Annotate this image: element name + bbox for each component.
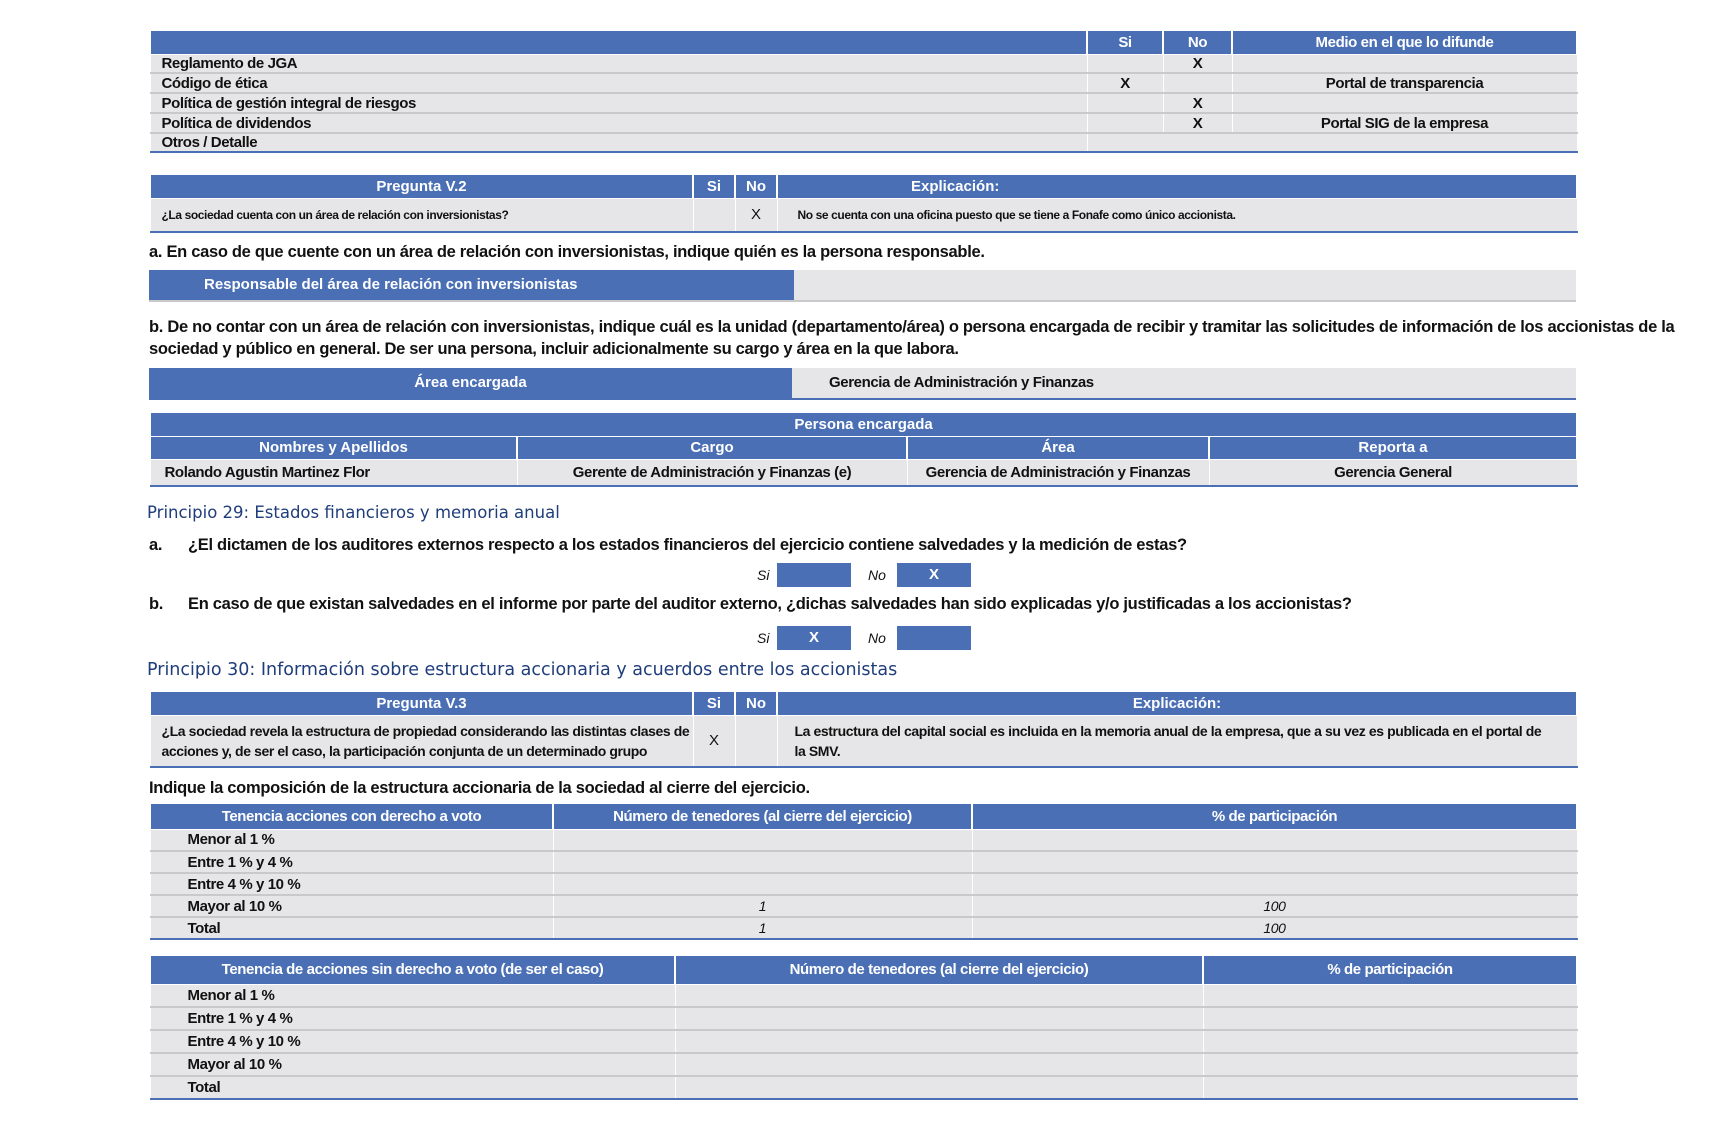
num-cell: 1 xyxy=(553,917,972,939)
table-row xyxy=(150,113,1577,133)
p29-qb-no-label: No xyxy=(868,630,886,646)
persona-cargo: Gerente de Administración y Finanzas (e) xyxy=(517,459,907,486)
p29-qb-letter: b. xyxy=(149,595,164,613)
v3-header-si: Si xyxy=(693,692,735,715)
no-cell: X xyxy=(1163,113,1232,133)
v2-explanation: No se cuenta con una oficina puesto que se tiene a Fonafe como único accionista. xyxy=(777,198,1577,232)
persona-reporta: Gerencia General xyxy=(1209,459,1577,486)
medio-cell xyxy=(1232,54,1577,73)
medio-cell: Portal SIG de la empresa xyxy=(1232,113,1577,133)
row-label: Otros / Detalle xyxy=(150,133,1087,152)
pct-cell xyxy=(1203,984,1577,1007)
v3-explanation xyxy=(777,715,1577,767)
si-cell xyxy=(1087,93,1163,113)
num-cell xyxy=(675,1053,1203,1076)
sin-voto-header-pct: % de participación xyxy=(1203,956,1577,984)
table-row xyxy=(150,895,1577,917)
num-cell xyxy=(675,984,1203,1007)
composicion-text: Indique la composición de la estructura accionaria de la sociedad al cierre del ejercicio. xyxy=(149,779,810,797)
v3-si-cell: X xyxy=(693,715,735,767)
v3-explanation-line2: la SMV. xyxy=(794,742,841,759)
v3-no-cell xyxy=(735,715,777,767)
difusion-header-no: No xyxy=(1163,31,1232,54)
v2-no-cell: X xyxy=(735,198,777,232)
sin-voto-header-tenencia: Tenencia de acciones sin derecho a voto (de ser el caso) xyxy=(150,956,675,984)
row-label: Menor al 1 % xyxy=(150,829,553,851)
pct-cell xyxy=(972,829,1577,851)
pct-cell: 100 xyxy=(972,895,1577,917)
v3-question xyxy=(150,715,693,767)
row-label: Reglamento de JGA xyxy=(150,54,1087,73)
p29-qa-si-label: Si xyxy=(757,567,770,583)
num-cell xyxy=(553,829,972,851)
persona-nombre: Rolando Agustin Martinez Flor xyxy=(150,459,517,486)
difusion-header-si: Si xyxy=(1087,31,1163,54)
v2-header-si: Si xyxy=(693,175,735,198)
difusion-table xyxy=(149,31,1578,153)
responsable-row xyxy=(149,270,1576,302)
v3-question-line2: acciones y, de ser el caso, la participación conjunta de un determinado grupo xyxy=(161,742,648,759)
table-row xyxy=(150,459,1577,486)
pct-cell: 100 xyxy=(972,917,1577,939)
row-label: Entre 4 % y 10 % xyxy=(150,873,553,895)
row-label: Entre 4 % y 10 % xyxy=(150,1030,675,1053)
row-label: Total xyxy=(150,1076,675,1099)
p29-qa-si-box[interactable] xyxy=(777,563,851,587)
table-row xyxy=(150,851,1577,873)
principio-30-title: Principio 30: Información sobre estructura accionaria y acuerdos entre los accionistas xyxy=(147,660,898,680)
v2-si-cell xyxy=(693,198,735,232)
row-label: Menor al 1 % xyxy=(150,984,675,1007)
persona-encargada-table xyxy=(149,413,1578,487)
si-cell xyxy=(1087,54,1163,73)
p29-qb-text: En caso de que existan salvedades en el informe por parte del auditor externo, ¿dichas salvedades han sido explicadas y/o justificadas a los accionistas? xyxy=(188,595,1352,613)
con-voto-header-pct: % de participación xyxy=(972,804,1577,829)
area-encargada-label: Área encargada xyxy=(149,368,792,398)
num-cell xyxy=(553,851,972,873)
table-row xyxy=(150,73,1577,93)
table-row xyxy=(150,917,1577,939)
no-cell xyxy=(1163,73,1232,93)
con-voto-table xyxy=(149,804,1578,940)
no-cell: X xyxy=(1163,54,1232,73)
pregunta-v3-table xyxy=(149,692,1578,768)
num-cell xyxy=(675,1076,1203,1099)
p29-qb-si-label: Si xyxy=(757,630,770,646)
principio-29-title: Principio 29: Estados financieros y memoria anual xyxy=(147,503,560,522)
table-row xyxy=(150,1007,1577,1030)
num-cell xyxy=(553,873,972,895)
p29-qa-no-box[interactable]: X xyxy=(897,563,971,587)
section-b-line1: b. De no contar con un área de relación con inversionistas, indique cuál es la unidad (departamento/área) o persona encargada de recibir y tramitar las solicitudes de información de los accionistas de la xyxy=(149,318,1675,336)
num-cell xyxy=(675,1007,1203,1030)
row-label: Entre 1 % y 4 % xyxy=(150,851,553,873)
pct-cell xyxy=(972,873,1577,895)
persona-header-cargo: Cargo xyxy=(517,436,907,459)
table-row xyxy=(150,1053,1577,1076)
row-label: Mayor al 10 % xyxy=(150,1053,675,1076)
v2-header-pregunta: Pregunta V.2 xyxy=(150,175,693,198)
p29-qb-si-box[interactable]: X xyxy=(777,626,851,650)
v2-question: ¿La sociedad cuenta con un área de relación con inversionistas? xyxy=(150,198,693,232)
medio-cell: Portal de transparencia xyxy=(1232,73,1577,93)
no-cell: X xyxy=(1163,93,1232,113)
pct-cell xyxy=(1203,1076,1577,1099)
si-cell: X xyxy=(1087,73,1163,93)
row-label: Mayor al 10 % xyxy=(150,895,553,917)
v3-header-explicacion: Explicación: xyxy=(777,692,1577,715)
p29-qb-no-box[interactable] xyxy=(897,626,971,650)
row-label: Política de dividendos xyxy=(150,113,1087,133)
p29-qa-text: ¿El dictamen de los auditores externos respecto a los estados financieros del ejercicio contiene salvedades y la medición de estas? xyxy=(188,536,1187,554)
table-row xyxy=(150,133,1577,152)
table-row xyxy=(150,1030,1577,1053)
sin-voto-header-numero: Número de tenedores (al cierre del ejercicio) xyxy=(675,956,1203,984)
section-b-line2: sociedad y público en general. De ser una persona, incluir adicionalmente su cargo y área en la que labora. xyxy=(149,340,959,358)
pct-cell xyxy=(1203,1053,1577,1076)
table-row xyxy=(150,873,1577,895)
pct-cell xyxy=(1203,1007,1577,1030)
table-row xyxy=(150,1076,1577,1099)
pregunta-v2-table xyxy=(149,175,1578,233)
row-label: Total xyxy=(150,917,553,939)
medio-cell xyxy=(1232,93,1577,113)
con-voto-header-tenencia: Tenencia acciones con derecho a voto xyxy=(150,804,553,829)
v3-header-pregunta: Pregunta V.3 xyxy=(150,692,693,715)
persona-header-reporta: Reporta a xyxy=(1209,436,1577,459)
v2-header-explicacion: Explicación: xyxy=(777,175,1577,198)
v3-header-no: No xyxy=(735,692,777,715)
difusion-header-medio: Medio en el que lo difunde xyxy=(1232,31,1577,54)
area-encargada-value: Gerencia de Administración y Finanzas xyxy=(829,374,1094,391)
table-row xyxy=(150,93,1577,113)
table-row xyxy=(150,54,1577,73)
con-voto-header-numero: Número de tenedores (al cierre del ejercicio) xyxy=(553,804,972,829)
v2-header-no: No xyxy=(735,175,777,198)
section-a-text: a. En caso de que cuente con un área de relación con inversionistas, indique quién es la persona responsable. xyxy=(149,243,985,261)
num-cell xyxy=(675,1030,1203,1053)
persona-header-nombres: Nombres y Apellidos xyxy=(150,436,517,459)
table-row xyxy=(150,984,1577,1007)
persona-area: Gerencia de Administración y Finanzas xyxy=(907,459,1209,486)
p29-qa-letter: a. xyxy=(149,536,163,554)
row-label: Código de ética xyxy=(150,73,1087,93)
pct-cell xyxy=(972,851,1577,873)
area-encargada-row xyxy=(149,368,1576,400)
otros-detalle-cell xyxy=(1087,133,1577,152)
row-label: Política de gestión integral de riesgos xyxy=(150,93,1087,113)
p29-qa-no-label: No xyxy=(868,567,886,583)
difusion-header-blank xyxy=(150,31,1087,54)
pct-cell xyxy=(1203,1030,1577,1053)
responsable-label: Responsable del área de relación con inversionistas xyxy=(149,270,794,300)
v3-explanation-line1: La estructura del capital social es incluida en la memoria anual de la empresa, que a su vez es publicada en el portal de xyxy=(794,722,1542,739)
row-label: Entre 1 % y 4 % xyxy=(150,1007,675,1030)
persona-header-area: Área xyxy=(907,436,1209,459)
v3-question-line1: ¿La sociedad revela la estructura de propiedad considerando las distintas clases de xyxy=(161,722,690,739)
sin-voto-table xyxy=(149,956,1578,1100)
si-cell xyxy=(1087,113,1163,133)
num-cell: 1 xyxy=(553,895,972,917)
persona-title: Persona encargada xyxy=(150,413,1577,436)
table-row xyxy=(150,829,1577,851)
